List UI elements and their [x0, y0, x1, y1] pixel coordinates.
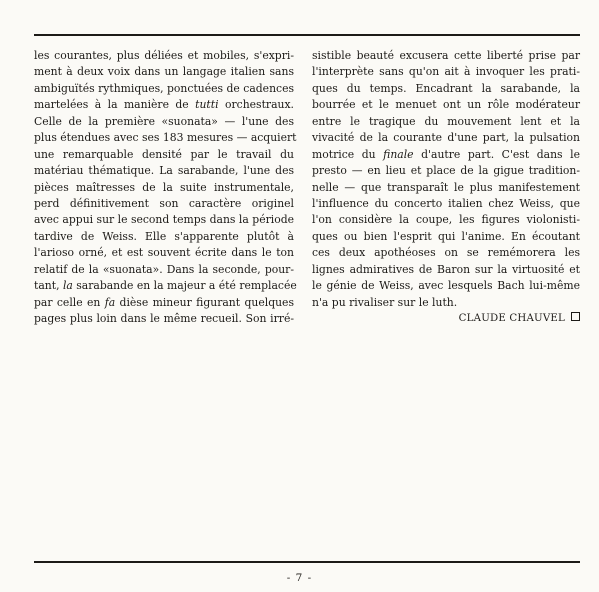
text-line: l'influence du concerto italien chez Weiss, que — [312, 196, 580, 210]
text-line: ques du temps. Encadrant la sarabande, la — [312, 81, 580, 95]
text-line: vivacité de la courante d'une part, la pulsation — [312, 131, 580, 145]
text-line: bourrée et le menuet ont un rôle modérateur — [312, 98, 580, 112]
text-line: tardive de Weiss. Elle s'apparente plutôt à — [34, 229, 294, 243]
text-line: motrice du finale d'autre part. C'est dans le — [312, 147, 580, 161]
text-line: avec appui sur le second temps dans la période — [34, 213, 294, 227]
text-line: matériau thématique. La sarabande, l'une des — [34, 164, 294, 178]
text-line: pages plus loin dans le même recueil. Son irré- — [34, 312, 294, 325]
page-number: - 7 - — [286, 572, 313, 584]
text-line: perd définitivement son caractère originel — [34, 196, 294, 210]
author-name: CLAUDE CHAUVEL — [458, 313, 565, 324]
top-rule — [34, 34, 580, 36]
text-line: sistible beauté excusera cette liberté prise par — [312, 49, 580, 62]
text-line: l'on considère la coupe, les figures violonisti- — [312, 213, 580, 227]
text-line: pièces maîtresses de la suite instrumentale, — [34, 180, 294, 194]
right-text-column — [312, 48, 580, 327]
text-line: entre le tragique du mouvement lent et la — [312, 114, 580, 128]
text-line: ambiguïtés rythmiques, ponctuées de cadences — [34, 81, 294, 95]
text-line: lignes admiratives de Baron sur la virtuosité et — [312, 262, 580, 276]
text-line: relatif de la «suonata». Dans la seconde, pour- — [34, 262, 294, 276]
text-line: le génie de Weiss, avec lesquels Bach lui-même — [312, 279, 580, 293]
text-line: les courantes, plus déliées et mobiles, s'expri- — [34, 49, 294, 62]
text-line: ques ou bien l'esprit qui l'anime. En écoutant — [312, 229, 580, 243]
text-line: presto — en lieu et place de la gigue tradition- — [312, 164, 580, 178]
text-line: martelées à la manière de tutti orchestraux. — [34, 98, 294, 112]
text-line: nelle — que transparaît le plus manifestement — [312, 180, 580, 194]
text-line: l'interprète sans qu'on ait à invoquer les prati- — [312, 65, 580, 79]
text-line: par celle en fa dièse mineur figurant quelques — [34, 295, 294, 309]
bottom-rule — [34, 561, 580, 563]
text-line: l'arioso orné, et est souvent écrite dans le ton — [34, 246, 294, 260]
text-line: une remarquable densité par le travail du — [34, 147, 294, 161]
square-box-icon — [571, 312, 580, 321]
text-line: n'a pu rivaliser sur le luth. — [312, 295, 458, 309]
text-line: ces deux apothéoses on se remémorera les — [312, 246, 580, 260]
left-text-column — [34, 48, 297, 327]
text-line: Celle de la première «suonata» — l'une des — [34, 114, 294, 128]
text-line: tant, la sarabande en la majeur a été remplacée — [34, 279, 297, 293]
text-line: plus étendues avec ses 183 mesures — acquiert — [34, 131, 297, 145]
author-signature — [312, 311, 580, 327]
text-line: ment à deux voix dans un langage italien sans — [34, 65, 294, 79]
